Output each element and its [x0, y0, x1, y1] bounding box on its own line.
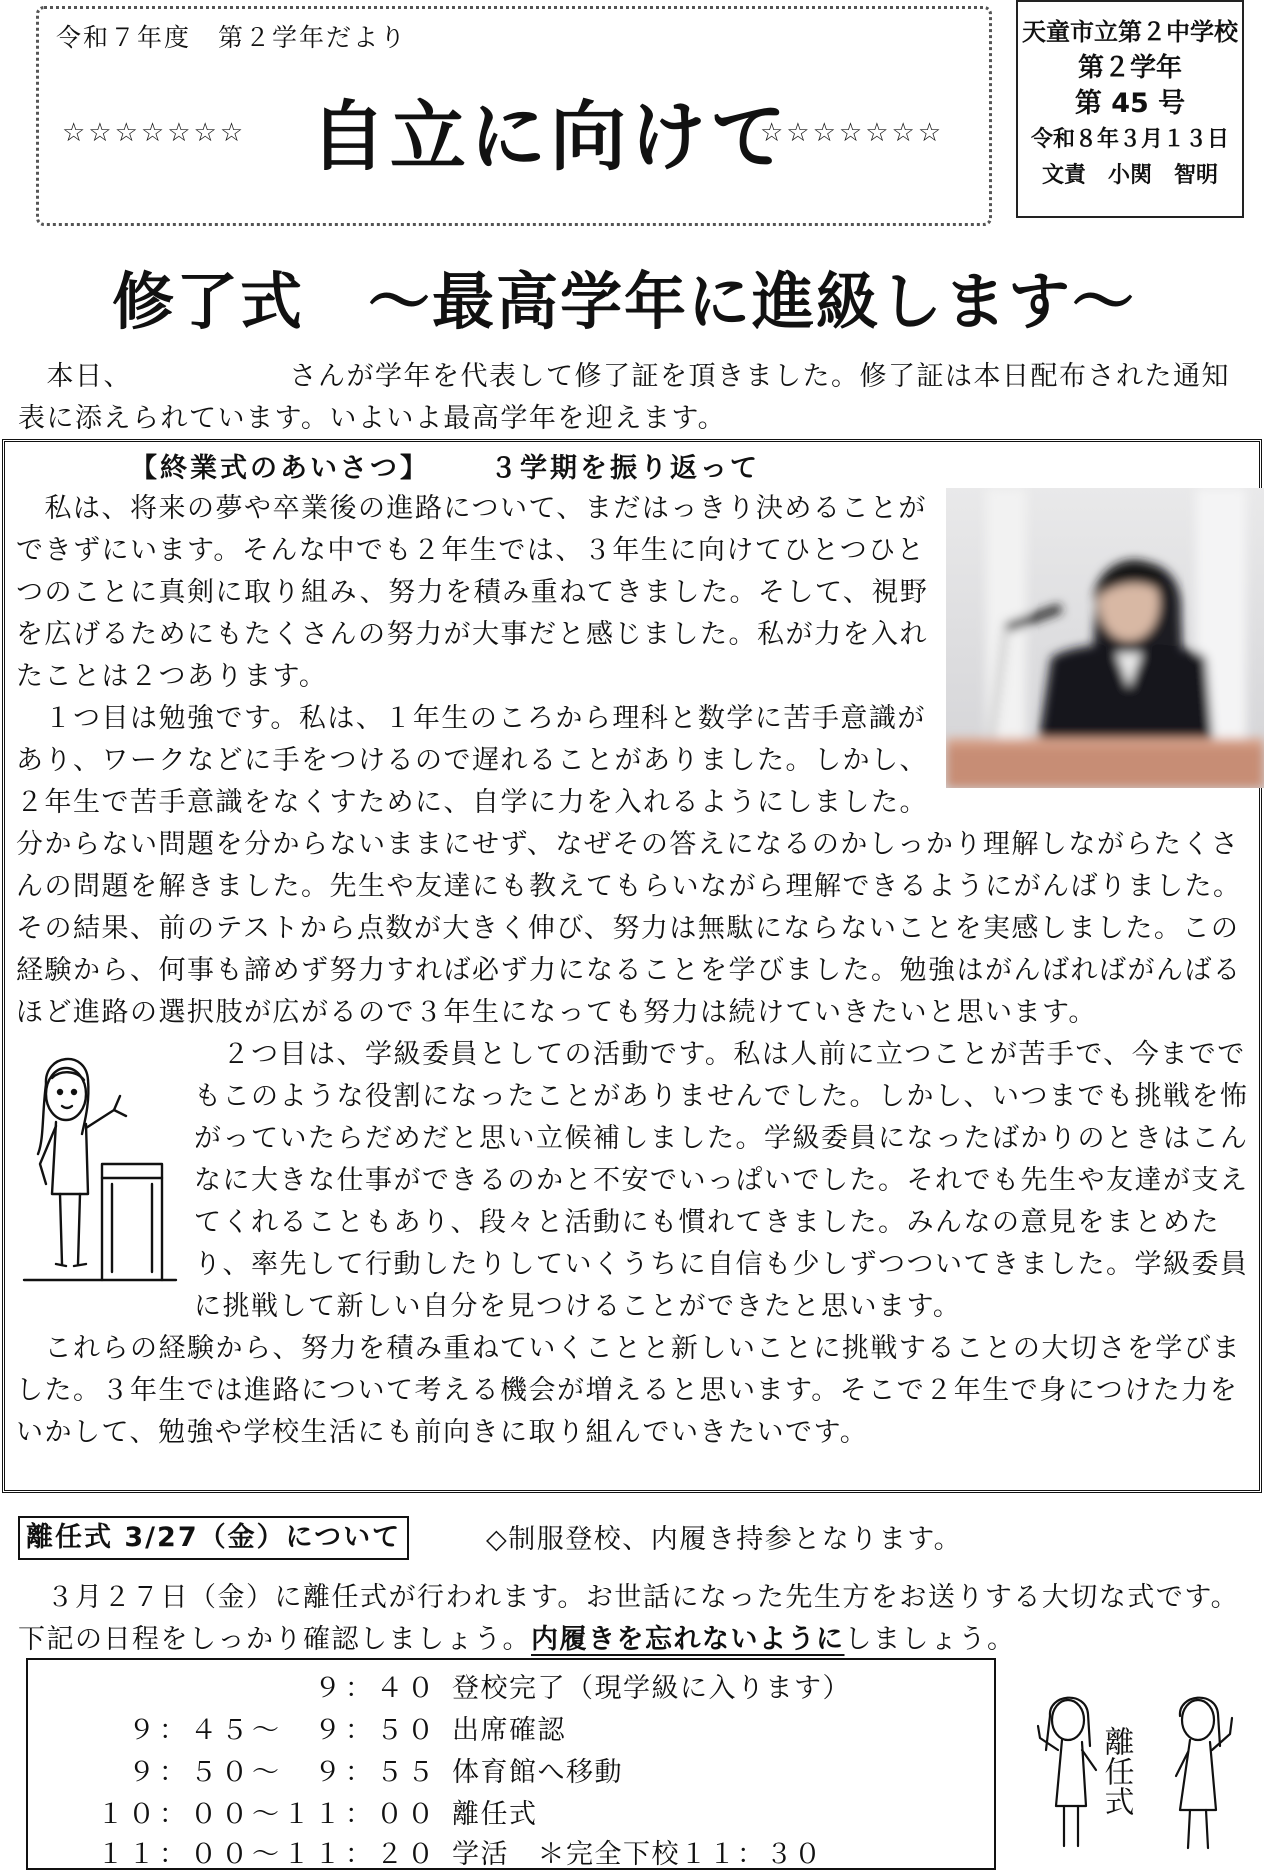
speech-body: [16, 488, 1264, 1454]
schedule-row: [28, 1792, 994, 1834]
schedule-event: 離任式: [452, 1799, 538, 1830]
departure-paragraph: [18, 1577, 1258, 1661]
farewell-illustration-text: 離任式: [1098, 1726, 1134, 1816]
schedule-time: １１：００～１１：２０: [97, 1839, 438, 1870]
speaker-photo: [946, 488, 1264, 788]
schedule-row: [28, 1666, 994, 1708]
grade-label: 第２学年: [1077, 53, 1182, 83]
farewell-illustration: [1030, 1686, 1240, 1862]
departure-section-title: 離任式 3/27（金）について: [18, 1516, 409, 1560]
student-speech-illustration: [16, 1044, 182, 1314]
departure-text: ３月２７日（金）に離任式が行われます。お世話になった先生方をお送りする大切な式です。下記の日程をしっかり確認しましょう。: [18, 1582, 1240, 1655]
issue-number: 第 45 号: [1074, 88, 1186, 119]
schedule-event: 体育館へ移動: [452, 1757, 623, 1788]
speech-paragraph: ２つ目は、学級委員としての活動です。私は人前に立つことが苦手で、今まででもこのような役割になったことがありませんでした。しかし、いつまでも挑戦を怖がっていたらだめだと思い立候補しました。学級委員になったばかりのときはこんなに大きな仕事ができるのかと不安でいっぱいでした。それでも先生や友達が支えてくれることもあり、段々と活動にも慣れてきました。みんなの意見をまとめたり、率先して行動したりしていくうちに自信も少しずつついてきました。学級委員に挑戦して新しい自分を見つけることができたと思います。: [194, 1039, 1249, 1322]
intro-paragraph: 本日、 さんが学年を代表して修了証を頂きました。修了証は本日配布された通知表に添えられています。いよいよ最高学年を迎えます。: [18, 361, 1230, 434]
school-name: 天童市立第２中学校: [1022, 18, 1238, 46]
issue-date: 令和８年３月１３日: [1030, 127, 1229, 152]
speech-paragraph: 私は、将来の夢や卒業後の進路について、まだはっきり決めることができずにいます。そんな中でも２年生では、３年生に向けてひとつひとつのことに真剣に取り組み、努力を積み重ねてきました。そして、視野を広げるためにもたくさんの努力が大事だと感じました。私が力を入れたことは２つあります。: [16, 493, 929, 692]
speech-heading: [130, 446, 760, 485]
stars-right: ☆☆☆☆☆☆☆: [760, 118, 945, 148]
departure-text-end: しましょう。: [844, 1624, 1016, 1655]
schedule-time: ９：５０～ ９：５５: [128, 1757, 438, 1788]
schedule-row: [28, 1832, 994, 1874]
schedule-row: [28, 1750, 994, 1792]
schedule-event: 出席確認: [452, 1715, 566, 1746]
schedule-time: ９：４０: [314, 1673, 438, 1704]
speech-paragraph: これらの経験から、努力を積み重ねていくことと新しいことに挑戦することの大切さを学びました。３年生では進路について考える機会が増えると思います。そこで２年生で身につけた力をいかして、勉強や学校生活にも前向きに取り組んでいきたいです。: [16, 1333, 1241, 1448]
schedule-time: ９：４５～ ９：５０: [128, 1715, 438, 1746]
speech-title: 【終業式のあいさつ】: [130, 453, 430, 484]
schedule-row: [28, 1708, 994, 1750]
headline: 修了式 ～最高学年に進級します～: [112, 265, 1137, 338]
indoor-shoes-reminder: 内履きを忘れないように: [531, 1624, 845, 1655]
speech-subtitle: ３学期を振り返って: [490, 453, 760, 484]
schedule-time: １０：００～１１：００: [97, 1799, 438, 1830]
departure-note: ◇制服登校、内履き持参となります。: [486, 1524, 963, 1555]
edition-label: 令和７年度 第２学年だより: [56, 23, 408, 52]
schedule-event: 学活 ＊完全下校１１：３０: [452, 1839, 823, 1870]
schedule-box: [26, 1658, 996, 1870]
stars-left: ☆☆☆☆☆☆☆: [62, 118, 247, 148]
issue-info-box: [1016, 0, 1244, 218]
editor-name: 文責 小関 智明: [1041, 163, 1218, 188]
newsletter-title: 自立に向けて: [310, 92, 790, 181]
speech-paragraph: １つ目は勉強です。私は、１年生のころから理科と数学に苦手意識があり、ワークなどに手をつけるので遅れることがありました。しかし、２年生で苦手意識をなくすために、自学に力を入れるようにしました。分からない問題を分からないままにせず、なぜその答えになるのかしっかり理解しながらたくさんの問題を解きました。先生や友達にも教えてもらいながら理解できるようにがんばりました。その結果、前のテストから点数が大きく伸び、努力は無駄にならないことを実感しました。この経験から、何事も諦めず努力すれば必ず力になることを学びました。勉強はがんばればがんばるほど進路の選択肢が広がるので３年生になっても努力は続けていきたいと思います。: [16, 703, 1242, 1028]
schedule-event: 登校完了（現学級に入ります）: [452, 1673, 851, 1704]
